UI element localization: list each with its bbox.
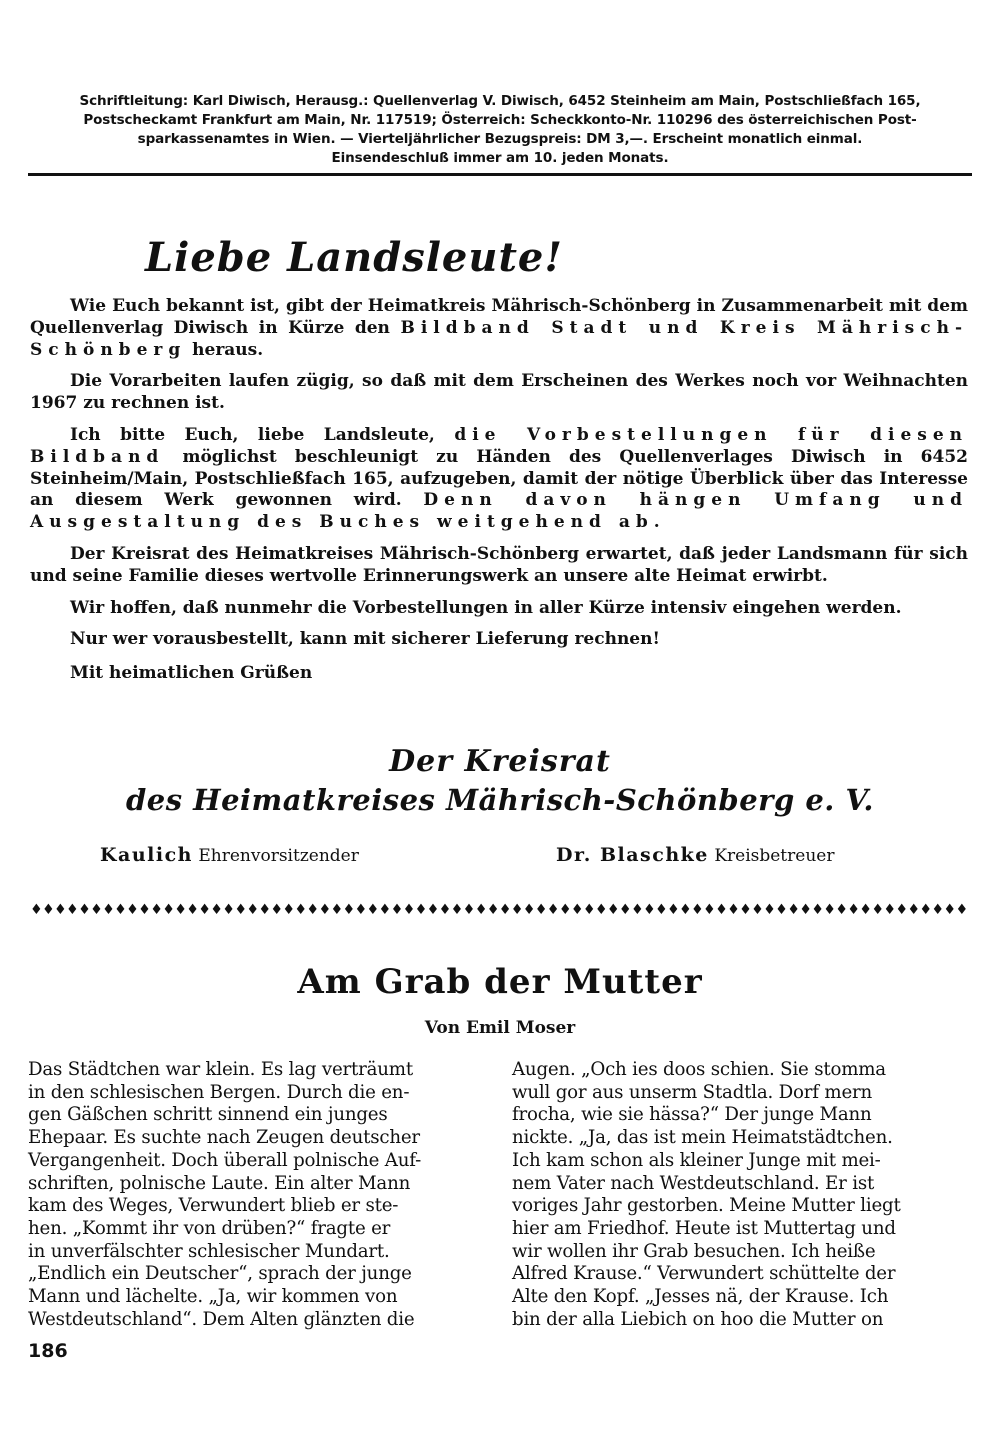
letter-paragraph: Die Vorarbeiten laufen zügig, so daß mit dem Erscheinen des Werkes noch vor Weihnachten 1967 zu rechnen ist. bbox=[30, 371, 968, 414]
story-line: wir wollen ihr Grab besuchen. Ich heiße bbox=[512, 1240, 876, 1262]
story-line: frocha, wie sie hässa?“ Der junge Mann bbox=[512, 1104, 872, 1126]
story-line: Mann und lächelte. „Ja, wir kommen von bbox=[28, 1286, 398, 1308]
story-line: kam des Weges, Verwundert blieb er ste- bbox=[28, 1195, 399, 1217]
letter-text: möglichst beschleunigt zu Händen des Quellenverlages Diwisch in 6452 Steinheim/Main, Postschließfach 165, aufzugeben, damit der nötige Überblick über das Interesse an diesem Werk gewonnen wird. bbox=[30, 446, 968, 511]
masthead-line: Postscheckamt Frankfurt am Main, Nr. 117519; Österreich: Scheckkonto-Nr. 110296 des österreichischen Post- bbox=[83, 112, 917, 128]
letter-paragraph: Wir hoffen, daß nunmehr die Vorbestellungen in aller Kürze intensiv eingehen werden. bbox=[70, 597, 902, 618]
signer-name: Dr. Blaschke bbox=[556, 844, 709, 866]
signature-line: des Heimatkreises Mährisch-Schönberg e. V. bbox=[126, 783, 874, 817]
signer-right bbox=[556, 844, 834, 866]
masthead-imprint bbox=[28, 92, 972, 168]
story-line: in unverfälschter schlesischer Mundart. bbox=[28, 1240, 390, 1262]
story-line: hier am Friedhof. Heute ist Muttertag und bbox=[512, 1217, 896, 1239]
masthead-line: sparkassenamtes in Wien. — Vierteljährlicher Bezugspreis: DM 3,—. Erscheint monatlich einmal. bbox=[137, 131, 863, 147]
letter-closing: Mit heimatlichen Grüßen bbox=[70, 663, 313, 684]
story-line: Ich kam schon als kleiner Junge mit mei- bbox=[512, 1149, 881, 1171]
letter-emphasis: die Vorbestellungen für diesen Bildband bbox=[30, 424, 968, 467]
letter-body bbox=[30, 296, 968, 695]
story-column-right bbox=[512, 1059, 968, 1331]
story-line: voriges Jahr gestorben. Meine Mutter liegt bbox=[512, 1195, 901, 1217]
signature-line: Der Kreisrat bbox=[389, 744, 611, 779]
letter-paragraph: Der Kreisrat des Heimatkreises Mährisch-Schönberg erwartet, daß jeder Landsmann für sich und seine Familie dieses wertvolle Erinnerungswerk an unsere alte Heimat erwirbt. bbox=[30, 543, 968, 586]
signer-title: Ehrenvorsitzender bbox=[198, 846, 359, 866]
story-line: nickte. „Ja, das ist mein Heimatstädtchen. bbox=[512, 1127, 893, 1149]
story-line: „Endlich ein Deutscher“, sprach der junge bbox=[28, 1263, 412, 1285]
letter-emphasis: Bildband Stadt und Kreis Mährisch-Schönberg bbox=[30, 317, 969, 360]
story-line: bin der alla Liebich on hoo die Mutter on bbox=[512, 1308, 884, 1330]
page-number: 186 bbox=[28, 1340, 68, 1362]
story-title: Am Grab der Mutter bbox=[297, 962, 703, 1002]
story-line: Westdeutschland“. Dem Alten glänzten die bbox=[28, 1308, 415, 1330]
letter-text: heraus. bbox=[192, 339, 264, 360]
signer-left bbox=[100, 844, 359, 866]
story-line: schriften, polnische Laute. Ein alter Mann bbox=[28, 1172, 411, 1194]
story-line: nem Vater nach Westdeutschland. Er ist bbox=[512, 1172, 875, 1194]
masthead-line: Schriftleitung: Karl Diwisch, Herausg.: Quellenverlag V. Diwisch, 6452 Steinheim am Main, Postschließfach 165, bbox=[79, 93, 921, 109]
story-line: Vergangenheit. Doch überall polnische Auf- bbox=[28, 1149, 422, 1171]
story-line: Alfred Krause.“ Verwundert schüttelte der bbox=[512, 1263, 896, 1285]
story-line: wull gor aus unserm Stadtla. Dorf mern bbox=[512, 1081, 873, 1103]
masthead-rule bbox=[28, 173, 972, 176]
story-line: Ehepaar. Es suchte nach Zeugen deutscher bbox=[28, 1127, 420, 1149]
letter-paragraph: Nur wer vorausbestellt, kann mit sicherer Lieferung rechnen! bbox=[70, 629, 660, 650]
signer-name: Kaulich bbox=[100, 844, 193, 866]
letter-emphasis: Denn davon hängen Umfang und Ausgestaltung des Buches weitgehend ab. bbox=[30, 490, 968, 533]
story-line: in den schlesischen Bergen. Durch die en- bbox=[28, 1081, 410, 1103]
story-line: hen. „Kommt ihr von drüben?“ fragte er bbox=[28, 1217, 391, 1239]
letter-greeting: Liebe Landsleute! bbox=[145, 234, 563, 281]
story-byline: Von Emil Moser bbox=[424, 1018, 576, 1038]
letter-text: Wie Euch bekannt ist, gibt der Heimatkreis Mährisch-Schönberg in Zusammenarbeit mit dem Quellenverlag Diwisch in Kürze den bbox=[30, 296, 968, 338]
story-line: gen Gäßchen schritt sinnend ein junges bbox=[28, 1104, 388, 1126]
diamond-divider: ♦♦♦♦♦♦♦♦♦♦♦♦♦♦♦♦♦♦♦♦♦♦♦♦♦♦♦♦♦♦♦♦♦♦♦♦♦♦♦♦♦♦♦♦♦♦♦♦♦♦♦♦♦♦♦♦♦♦♦♦♦♦♦♦♦♦♦♦♦♦♦♦♦♦♦♦♦♦ bbox=[30, 902, 968, 918]
letter-paragraph bbox=[30, 296, 968, 361]
masthead-line: Einsendeschluß immer am 10. jeden Monats. bbox=[331, 150, 669, 166]
story-line: Alte den Kopf. „Jesses nä, der Krause. Ich bbox=[512, 1286, 889, 1308]
signer-title: Kreisbetreuer bbox=[714, 846, 835, 866]
story-line: Das Städtchen war klein. Es lag verträumt bbox=[28, 1059, 413, 1080]
letter-paragraph bbox=[30, 425, 968, 534]
story-line: Augen. „Och ies doos schien. Sie stomma bbox=[512, 1059, 886, 1080]
letter-text: Ich bitte Euch, liebe Landsleute, bbox=[70, 424, 435, 445]
story-column-left bbox=[28, 1059, 486, 1331]
